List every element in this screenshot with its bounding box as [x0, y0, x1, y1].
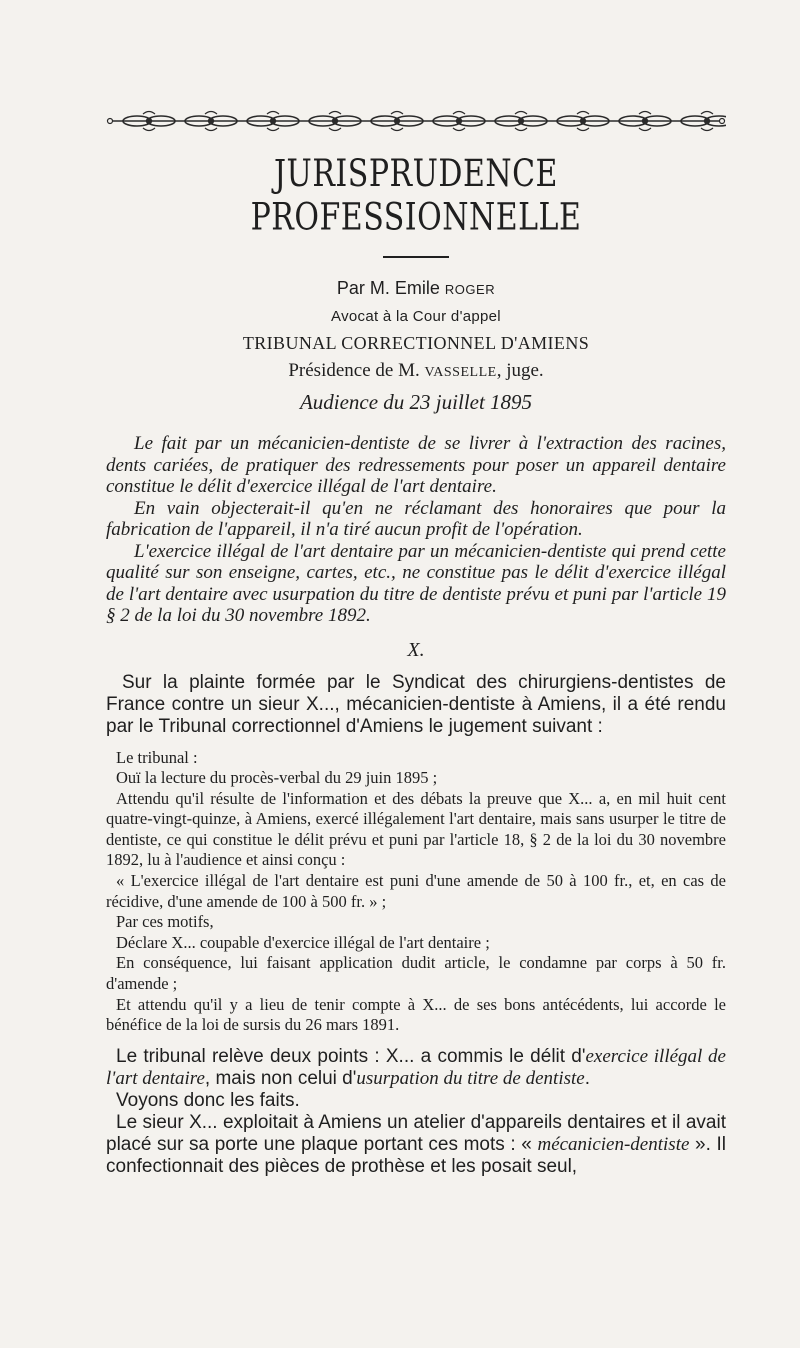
commentary-span: , mais non celui d' [204, 1067, 357, 1089]
judgment-paragraph: Déclare X... coupable d'exercice illégal de l'art dentaire ; [116, 932, 490, 952]
presidence-line [106, 360, 726, 382]
document-page [106, 108, 726, 1178]
judgment-paragraph: Le tribunal : [116, 747, 198, 767]
page-title: JURISPRUDENCE PROFESSIONNELLE [250, 152, 582, 240]
title-rule [383, 256, 449, 258]
author-name: ROGER [444, 282, 496, 297]
commentary-span: . [584, 1067, 590, 1089]
judgment-text [106, 748, 726, 1036]
judgment-paragraph: Et attendu qu'il y a lieu de tenir compte à X... de ses bons antécédents, lui accorde le bénéfice de la loi de sursis du 26 mars 1891. [106, 994, 726, 1035]
judgment-paragraph: « L'exercice illégal de l'art dentaire est puni d'une amende de 50 à 100 fr., et, en cas de récidive, d'une amende de 100 à 500 fr. » ; [106, 871, 726, 911]
intro-paragraph: Sur la plainte formée par le Syndicat des chirurgiens-dentistes de France contre un sieur X..., mécanicien-dentiste à Amiens, il a été rendu par le Tribunal correctionnel d'Amiens le jugement suivant : [106, 671, 726, 737]
section-marker: X. [407, 638, 425, 661]
presidence-prefix: Présidence de M. [288, 360, 425, 381]
judgment-paragraph: En conséquence, lui faisant application dudit article, le condamne par corps à 50 fr. d'amende ; [106, 953, 726, 994]
case-summary [106, 433, 726, 627]
presidence-suffix: , juge. [496, 360, 544, 381]
summary-paragraph: En vain objecterait-il qu'en ne réclamant des honoraires que pour la fabrication de l'appareil, il n'a tiré aucun profit de l'opération. [106, 497, 726, 540]
judgment-paragraph: Attendu qu'il résulte de l'information et des débats la preuve que X... a, en mil huit cent quatre-vingt-quinze, à Amiens, exercé illégalement l'art dentaire, mais sans usurper le titre de dentiste, ce qui constitue le délit prévu et puni par l'article 18, § 2 de la loi du 30 novembre 1892, lu à l'audience et ainsi conçu : [106, 788, 726, 870]
audience-date: Audience du 23 juillet 1895 [299, 390, 533, 414]
presidence-name: VASSELLE [424, 365, 497, 380]
commentary-span: ». Il confectionnait des pièces de prothèse et les posait seul, [106, 1133, 726, 1177]
judgment-paragraph: Ouï la lecture du procès-verbal du 29 juin 1895 ; [116, 768, 438, 788]
commentary-span: Le sieur X... exploitait à Amiens un atelier d'appareils dentaires et il avait placé sur sa porte une plaque portant ces mots : « [106, 1111, 726, 1155]
commentary-italic: mécanicien-dentiste [537, 1133, 690, 1155]
author-role: Avocat à la Cour d'appel [331, 308, 501, 325]
commentary-paragraph [106, 1112, 726, 1178]
commentary-text [106, 1046, 726, 1178]
commentary-span: Le tribunal relève deux points : X... a commis le délit d' [116, 1045, 586, 1067]
author-prefix: Par M. Emile [336, 278, 445, 298]
author-line [106, 278, 726, 299]
commentary-italic: exercice illégal de l'art dentaire [106, 1045, 726, 1089]
commentary-paragraph [106, 1046, 726, 1090]
intro-text [106, 672, 726, 738]
commentary-paragraph: Voyons donc les faits. [116, 1089, 300, 1111]
decorative-ornament-band [106, 108, 726, 134]
summary-paragraph: Le fait par un mécanicien-dentiste de se livrer à l'extraction des racines, dents cariées, de pratiquer des redressements pour poser un appareil dentaire constitue le délit d'exercice illégal de l'art dentaire. [106, 433, 726, 497]
summary-paragraph: L'exercice illégal de l'art dentaire par un mécanicien-dentiste qui prend cette qualité sur son enseigne, cartes, etc., ne constitue pas le délit d'exercice illégal de l'art dentaire avec usurpation du titre de dentiste prévu et puni par l'article 19 § 2 de la loi du 30 novembre 1892. [106, 540, 726, 626]
court-name: TRIBUNAL CORRECTIONNEL D'AMIENS [242, 333, 590, 353]
commentary-italic: usurpation du titre de dentiste [356, 1067, 585, 1089]
judgment-paragraph: Par ces motifs, [116, 912, 214, 932]
